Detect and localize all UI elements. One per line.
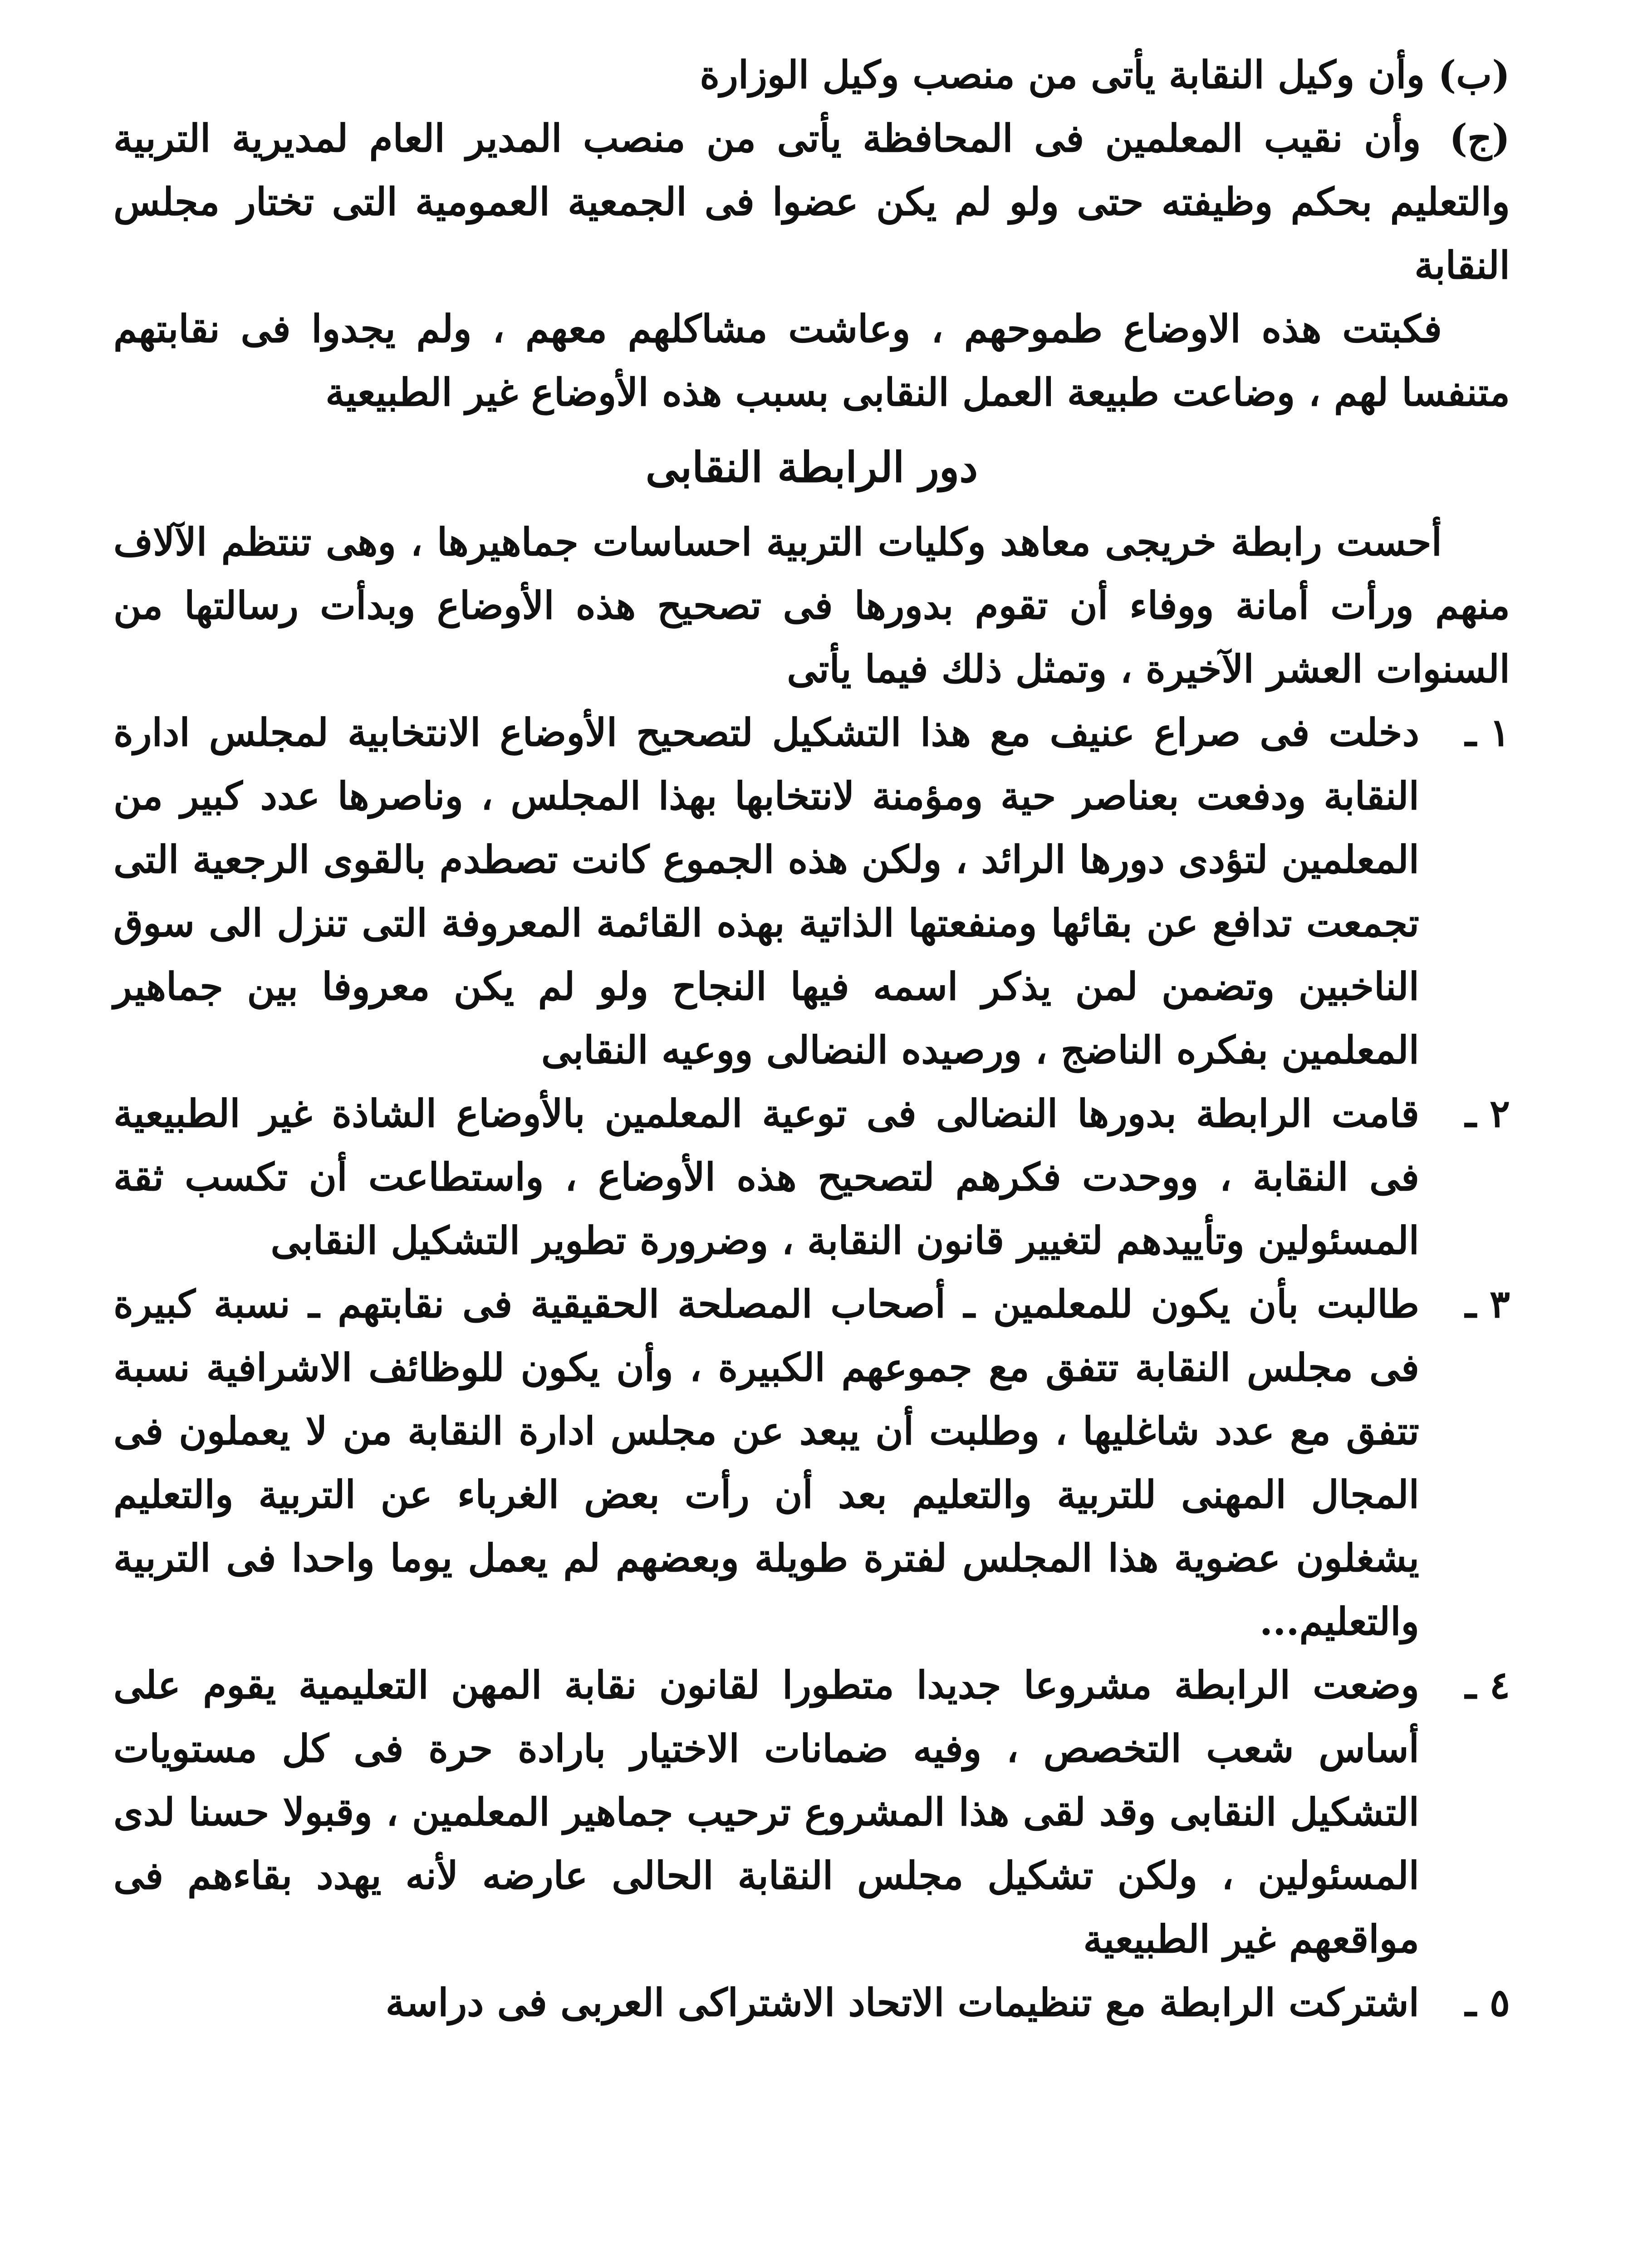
sub-item-text: وأن نقيب المعلمين فى المحافظة يأتى من منصب المدير العام لمديرية التربية والتعليم بحكم وظيفته حتى ولو لم يكن عضوا فى الجمعية العمومية التى تختار مجلس النقابة [113,116,1510,288]
sub-item-text: وأن وكيل النقابة يأتى من منصب وكيل الوزارة [700,52,1425,97]
section-heading: دور الرابطة النقابى [645,443,978,492]
list-item-number: ٤ ـ [1465,1662,1510,1707]
list-item-number: ١ ـ [1465,710,1510,755]
list-item [113,701,1510,1082]
intro-paragraph: فكبتت هذه الاوضاع طموحهم ، وعاشت مشاكلهم معهم ، ولم يجدوا فى نقابتهم متنفسا لهم ، وضاعت طبيعة العمل النقابى بسبب هذه الأوضاع غير الطبيعية [113,306,1510,415]
list-item-text: وضعت الرابطة مشروعا جديدا متطورا لقانون نقابة المهن التعليمية يقوم على أساس شعب التخصص ، وفيه ضمانات الاختيار بارادة حرة فى كل مستويات التشكيل النقابى وقد لقى هذا المشروع ترحيب جماهير المعلمين ، وقبولا حسنا لدى المسئولين ، ولكن تشكيل مجلس النقابة الحالى عارضه لأنه يهدد بقاءهم فى مواقعهم غير الطبيعية [113,1662,1420,1961]
section-paragraph: أحست رابطة خريجى معاهد وكليات التربية احساسات جماهيرها ، وهى تنتظم الآلاف منهم ورأت أمانة ووفاء أن تقوم بدورها فى تصحيح هذه الأوضاع وبدأت رسالتها من السنوات العشر الآخيرة ، وتمثل ذلك فيما يأتى [113,519,1510,691]
list-item [113,1082,1510,1272]
numbered-list [113,701,1510,2034]
sub-item-marker: (ج) [1449,116,1510,161]
list-item-text: طالبت بأن يكون للمعلمين ـ أصحاب المصلحة الحقيقية فى نقابتهم ـ نسبة كبيرة فى مجلس النقابة تتفق مع جموعهم الكبيرة ، وأن يكون للوظائف الاشرافية نسبة تتفق مع عدد شاغليها ، وطلبت أن يبعد عن مجلس ادارة النقابة من لا يعملون فى المجال المهنى للتربية والتعليم بعد أن رأت بعض الغرباء عن التربية والتعليم يشغلون عضوية هذا المجلس لفترة طويلة وبعضهم لم يعمل يوما واحدا فى التربية والتعليم... [113,1281,1419,1644]
list-item-number: ٥ ـ [1465,1980,1510,2025]
sub-item-b [113,43,1510,107]
list-item-number: ٣ ـ [1465,1281,1510,1326]
list-item [113,1653,1510,1971]
list-item-text: دخلت فى صراع عنيف مع هذا التشكيل لتصحيح الأوضاع الانتخابية لمجلس ادارة النقابة ودفعت بعناصر حية ومؤمنة لانتخابها بهذا المجلس ، وناصرها عدد كبير من المعلمين لتؤدى دورها الرائد ، ولكن هذه الجموع كانت تصطدم بالقوى الرجعية التى تجمعت تدافع عن بقائها ومنفعتها الذاتية بهذه القائمة المعروفة التى تنزل الى سوق الناخبين وتضمن لمن يذكر اسمه فيها النجاح ولو لم يكن معروفا بين جماهير المعلمين بفكره الناضج ، ورصيده النضالى ووعيه النقابى [113,710,1419,1072]
list-item [113,1971,1510,2034]
list-item-text: قامت الرابطة بدورها النضالى فى توعية المعلمين بالأوضاع الشاذة غير الطبيعية فى النقابة ، ووحدت فكرهم لتصحيح هذه الأوضاع ، واستطاعت أن تكسب ثقة المسئولين وتأييدهم لتغيير قانون النقابة ، وضرورة تطوير التشكيل النقابى [113,1091,1419,1263]
list-item [113,1272,1510,1653]
list-item-text: اشتركت الرابطة مع تنظيمات الاتحاد الاشتراكى العربى فى دراسة [385,1980,1419,2025]
sub-item-marker: (ب) [1438,52,1510,97]
list-item-number: ٢ ـ [1465,1091,1510,1136]
sub-item-c [113,107,1510,297]
